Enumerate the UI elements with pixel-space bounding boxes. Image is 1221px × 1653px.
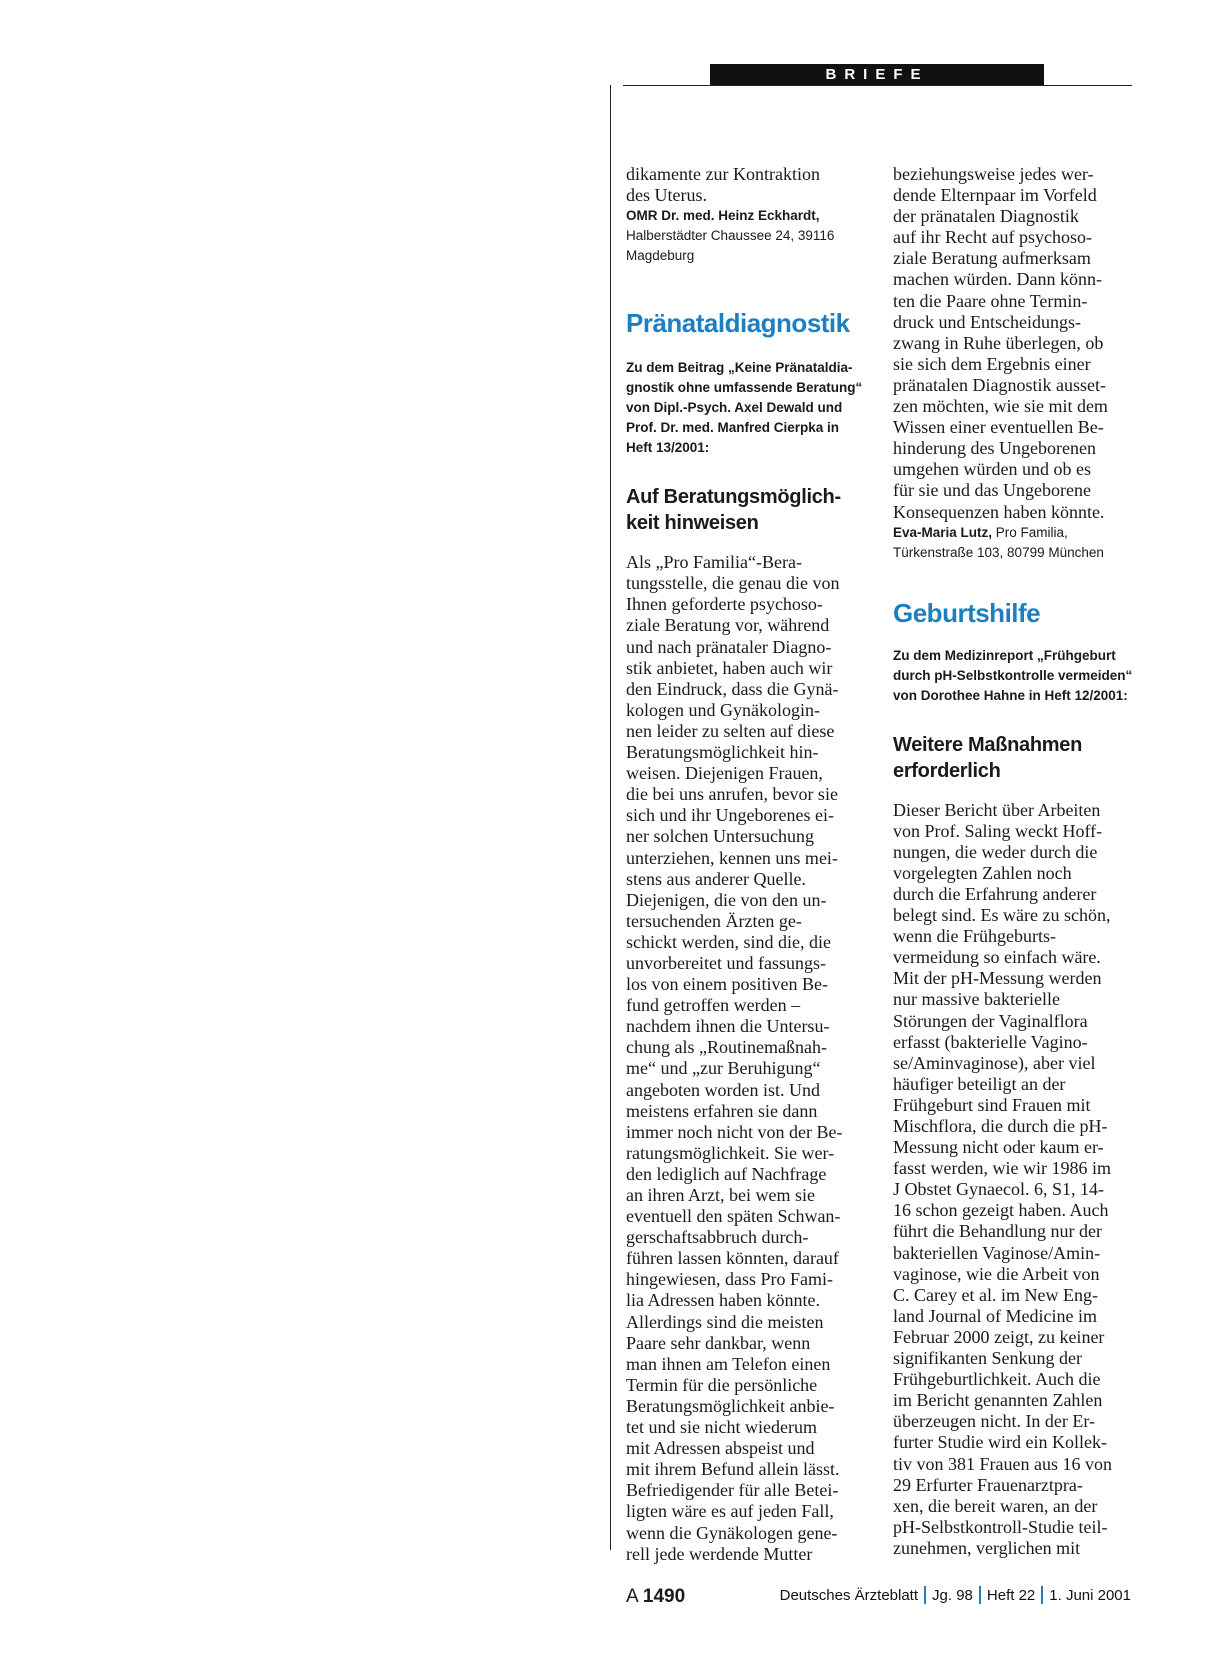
letter-reference-intro: Zu dem Medizinreport „Frühgeburt durch pH-Selbstkontrolle vermeiden“ von Dorothee Hahne in Heft 12/2001: xyxy=(893,647,1133,703)
journal-date: 1. Juni 2001 xyxy=(1049,1586,1131,1604)
journal-volume: Jg. 98 xyxy=(932,1586,973,1604)
journal-name: Deutsches Ärzteblatt xyxy=(779,1586,919,1604)
separator xyxy=(979,1586,981,1604)
continued-text: dikamente zur Kontraktion des Uterus. xyxy=(626,164,820,206)
page-number-value: 1490 xyxy=(642,1586,686,1607)
journal-issue: Heft 22 xyxy=(986,1586,1036,1604)
page-prefix: A xyxy=(626,1586,638,1607)
section-header-bar: BRIEFE xyxy=(710,64,1044,86)
continued-text: beziehungsweise jedes wer- dende Elternpaar im Vorfeld der pränatalen Diagnostik auf ihr Recht auf psychoso- ziale Beratung aufmerksam machen würden. Dann könn- ten die Paare ohne Termin- druck und Entscheidungs- zwang in Ruhe überlegen, ob sie sich dem Ergebnis einer pränatalen Diagnostik ausset- zen möchten, wie sie mit dem Wissen einer eventuellen Be- hinderung des Ungeborenen umgehen würden und ob es für sie und das Ungeborene Konsequenzen haben könnte. xyxy=(893,164,1108,522)
letter-reference-intro: Zu dem Beitrag „Keine Pränataldia- gnostik ohne umfassende Beratung“ von Dipl.-Psych. Axel Dewald und Prof. Dr. med. Manfred Cierpka in Heft 13/2001: xyxy=(626,360,863,456)
separator xyxy=(1041,1586,1043,1604)
letter-signature xyxy=(626,206,881,266)
top-rule xyxy=(623,85,1132,86)
letter-headline: Auf Beratungsmöglich- keit hinweisen xyxy=(626,486,841,535)
section-title-geburtshilfe: Geburtshilfe xyxy=(893,597,1041,628)
column-right xyxy=(893,164,1148,1559)
journal-footer xyxy=(780,1586,1131,1604)
signature-name: Eva-Maria Lutz, xyxy=(893,524,993,540)
signature-address: Türkenstraße 103, 80799 München xyxy=(893,544,1104,560)
signature-affiliation: Pro Familia, xyxy=(992,524,1068,540)
signature-address: Halberstädter Chaussee 24, 39116 Magdeburg xyxy=(626,228,835,264)
letter-body: Dieser Bericht über Arbeiten von Prof. Saling weckt Hoff- nungen, die weder durch die vorgelegten Zahlen noch durch die Erfahrung anderer belegt sind. Es wäre zu schön, wenn die Frühgeburts- vermeidung so einfach wäre. Mit der pH-Messung werden nur massive bakterielle Störungen der Vaginalflora erfasst (bakterielle Vagino- se/Aminvaginose), aber viel häufiger beteiligt an der Frühgeburt sind Frauen mit Mischflora, die durch die pH- Messung nicht oder kaum er- fasst werden, wie wir 1986 im J Obstet Gynaecol. 6, S1, 14- 16 schon gezeigt haben. Auch führt die Behandlung nur der bakteriellen Vaginose/Amin- vaginose, wie die Arbeit von C. Carey et al. im New Eng- land Journal of Medicine im Februar 2000 zeigt, zu keiner signifikanten Senkung der Frühgeburtlichkeit. Auch die im Bericht genannten Zahlen überzeugen nicht. In der Er- furter Studie wird ein Kollek- tiv von 381 Frauen aus 16 von 29 Erfurter Frauenarztpra- xen, die bereit waren, an der pH-Selbstkontroll-Studie teil- zunehmen, verglichen mit xyxy=(893,799,1112,1558)
section-title-praenataldiagnostik: Pränataldiagnostik xyxy=(626,308,850,339)
column-rule xyxy=(610,85,611,1550)
letter-headline: Weitere Maßnahmen erforderlich xyxy=(893,733,1083,782)
letter-body: Als „Pro Familia“-Bera- tungsstelle, die genau die von Ihnen geforderte psychoso- ziale Beratung vor, während und nach pränataler Diagno- stik anbietet, haben auch wir den Eindruck, dass die Gynä- kologen und Gynäkologin- nen leider zu selten auf diese Beratungsmöglichkeit hin- weisen. Diejenigen Frauen, die bei uns anrufen, bevor sie sich und ihr Ungeborenes ei- ner solchen Untersuchung unterziehen, kennen uns mei- stens aus anderer Quelle. Diejenigen, die von den un- tersuchenden Ärzten ge- schickt werden, sind die, die unvorbereitet und fassungs- los von einem positiven Be- fund getroffen werden – nachdem ihnen die Untersu- chung als „Routinemaßnah- me“ und „zur Beruhigung“ angeboten worden ist. Und meistens erfahren sie dann immer noch nicht von der Be- ratungsmöglichkeit. Sie wer- den lediglich auf Nachfrage an ihren Arzt, bei wem sie eventuell den späten Schwan- gerschaftsabbruch durch- führen lassen könnten, darauf hingewiesen, dass Pro Fami- lia Adressen haben könnte. Allerdings sind die meisten Paare sehr dankbar, wenn man ihnen am Telefon einen Termin für die persönliche Beratungsmöglichkeit anbie- tet und sie nicht wiederum mit Adressen abspeist und mit ihrem Befund allein lässt. Befriedigender für alle Betei- ligten wäre es auf jeden Fall, wenn die Gynäkologen gene- rell jede werdende Mutter xyxy=(626,552,843,1564)
column-left xyxy=(626,164,881,1565)
signature-name: OMR Dr. med. Heinz Eckhardt, xyxy=(626,208,820,224)
letter-signature xyxy=(893,523,1148,563)
separator xyxy=(924,1586,926,1604)
page-number xyxy=(626,1586,685,1608)
